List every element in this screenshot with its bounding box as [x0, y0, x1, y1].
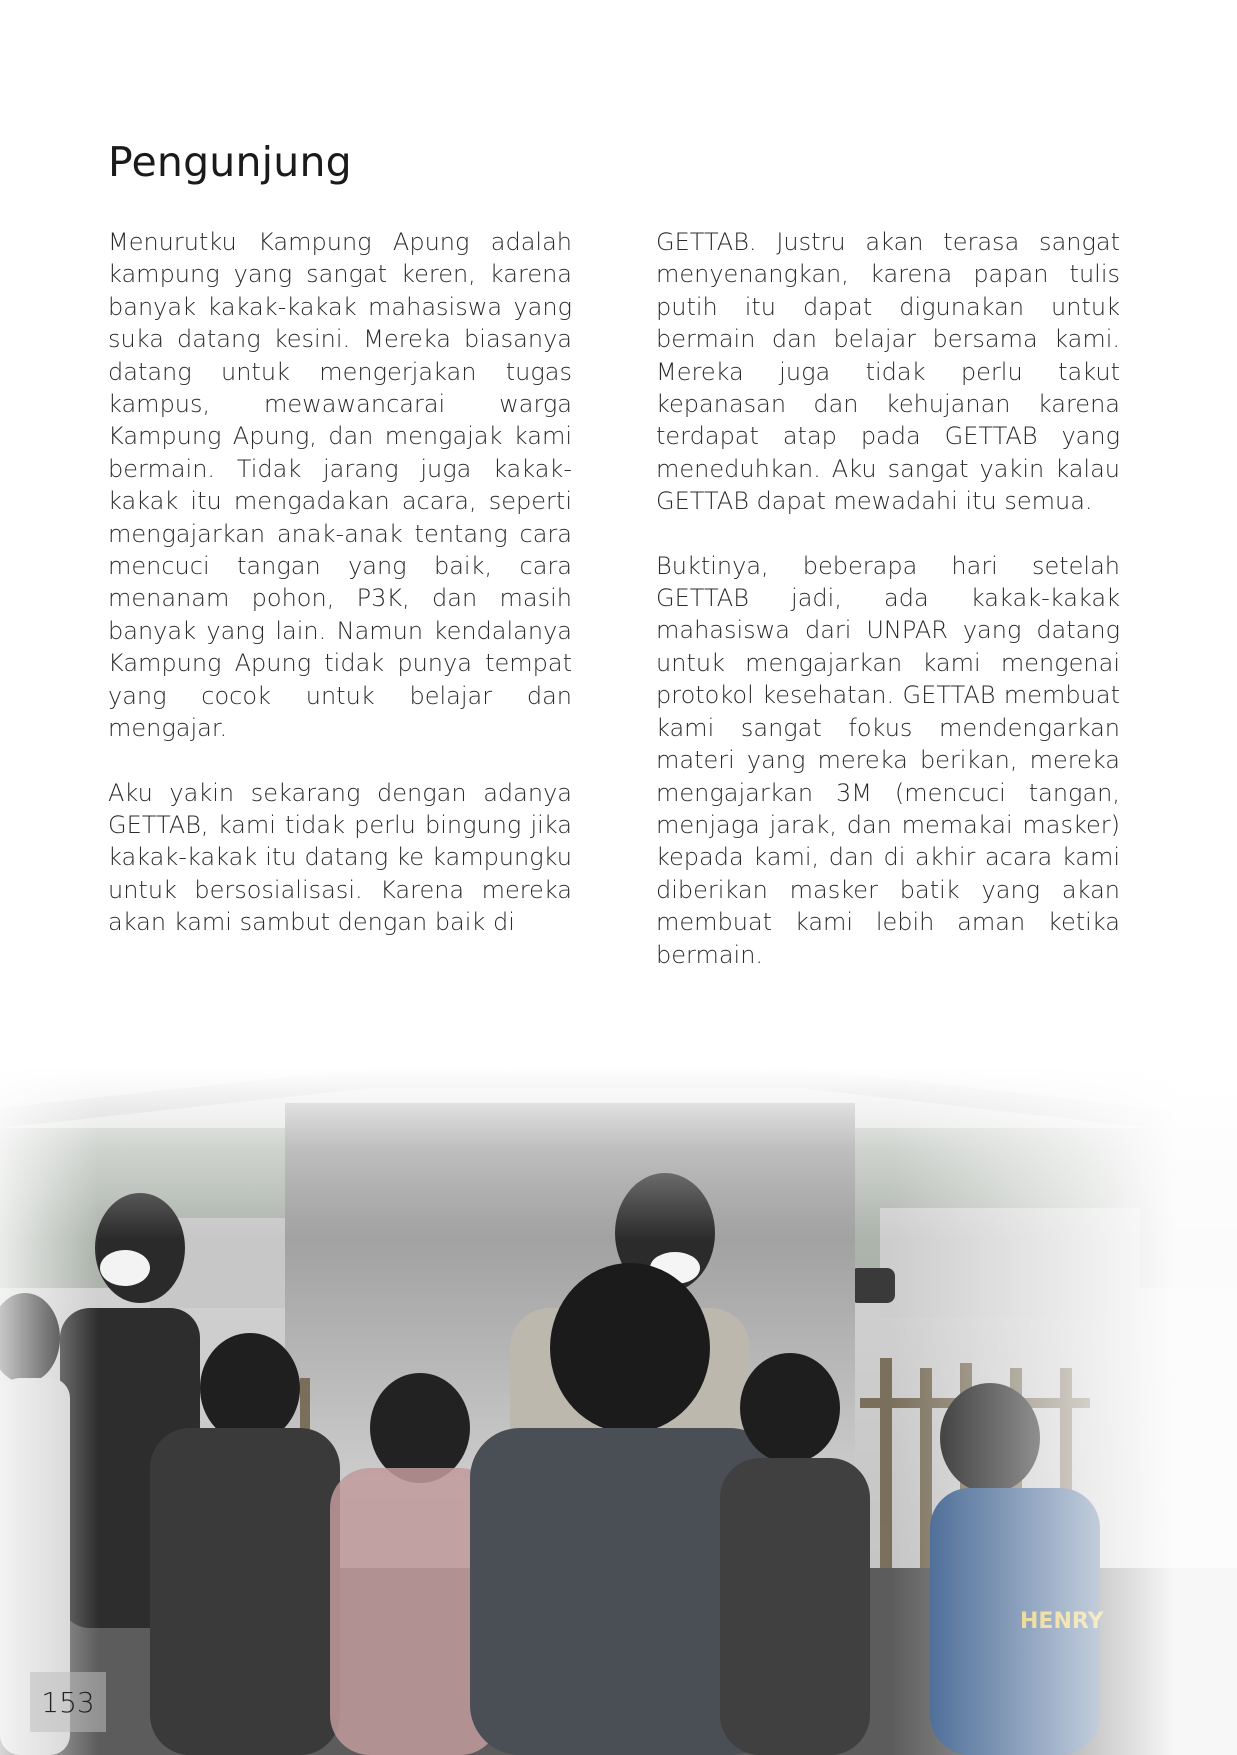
paragraph: Menurutku Kampung Apung adalah kampung yang sangat keren, karena banyak kakak-kakak mahasiswa yang suka datang kesini. Mereka biasanya datang untuk mengerjakan tugas kampus, mewawancarai warga Kampung Apung, dan mengajak kami bermain. Tidak jarang juga kakak-kakak itu mengadakan acara, seperti mengajarkan anak-anak tentang cara mencuci tangan yang baik, cara menanam pohon, P3K, dan masih banyak yang lain. Namun kendalanya Kampung Apung tidak punya tempat yang cocok untuk belajar dan mengajar.	[108, 228, 572, 743]
text-column-left	[108, 226, 572, 971]
photo-illustration	[0, 1068, 1237, 1755]
page-number-badge	[30, 1672, 106, 1732]
paragraph: Buktinya, beberapa hari setelah GETTAB jadi, ada kakak-kakak mahasiswa dari UNPAR yang datang untuk mengajarkan kami mengenai protokol kesehatan. GETTAB membuat kami sangat fokus mendengarkan materi yang mereka berikan, mereka mengajarkan 3M (mencuci tangan, menjaga jarak, dan memakai masker) kepada kami, dan di akhir acara kami diberikan masker batik yang akan membuat kami lebih aman ketika bermain.	[656, 551, 1120, 969]
paragraph: GETTAB. Justru akan terasa sangat menyenangkan, karena papan tulis putih itu dapat digunakan untuk bermain dan belajar bersama kami. Mereka juga tidak perlu takut kepanasan dan kehujanan karena terdapat atap pada GETTAB yang meneduhkan. Aku sangat yakin kalau GETTAB dapat mewadahi itu semua.	[656, 228, 1120, 516]
page-title: Pengunjung	[108, 138, 352, 186]
text-column-right	[656, 226, 1120, 1003]
paragraph: Aku yakin sekarang dengan adanya GETTAB, kami tidak perlu bingung jika kakak-kakak itu datang ke kampungku untuk bersosialisasi. Karena mereka akan kami sambut dengan baik di	[108, 778, 572, 937]
event-photo	[0, 1068, 1237, 1755]
page-number: 153	[41, 1685, 95, 1719]
